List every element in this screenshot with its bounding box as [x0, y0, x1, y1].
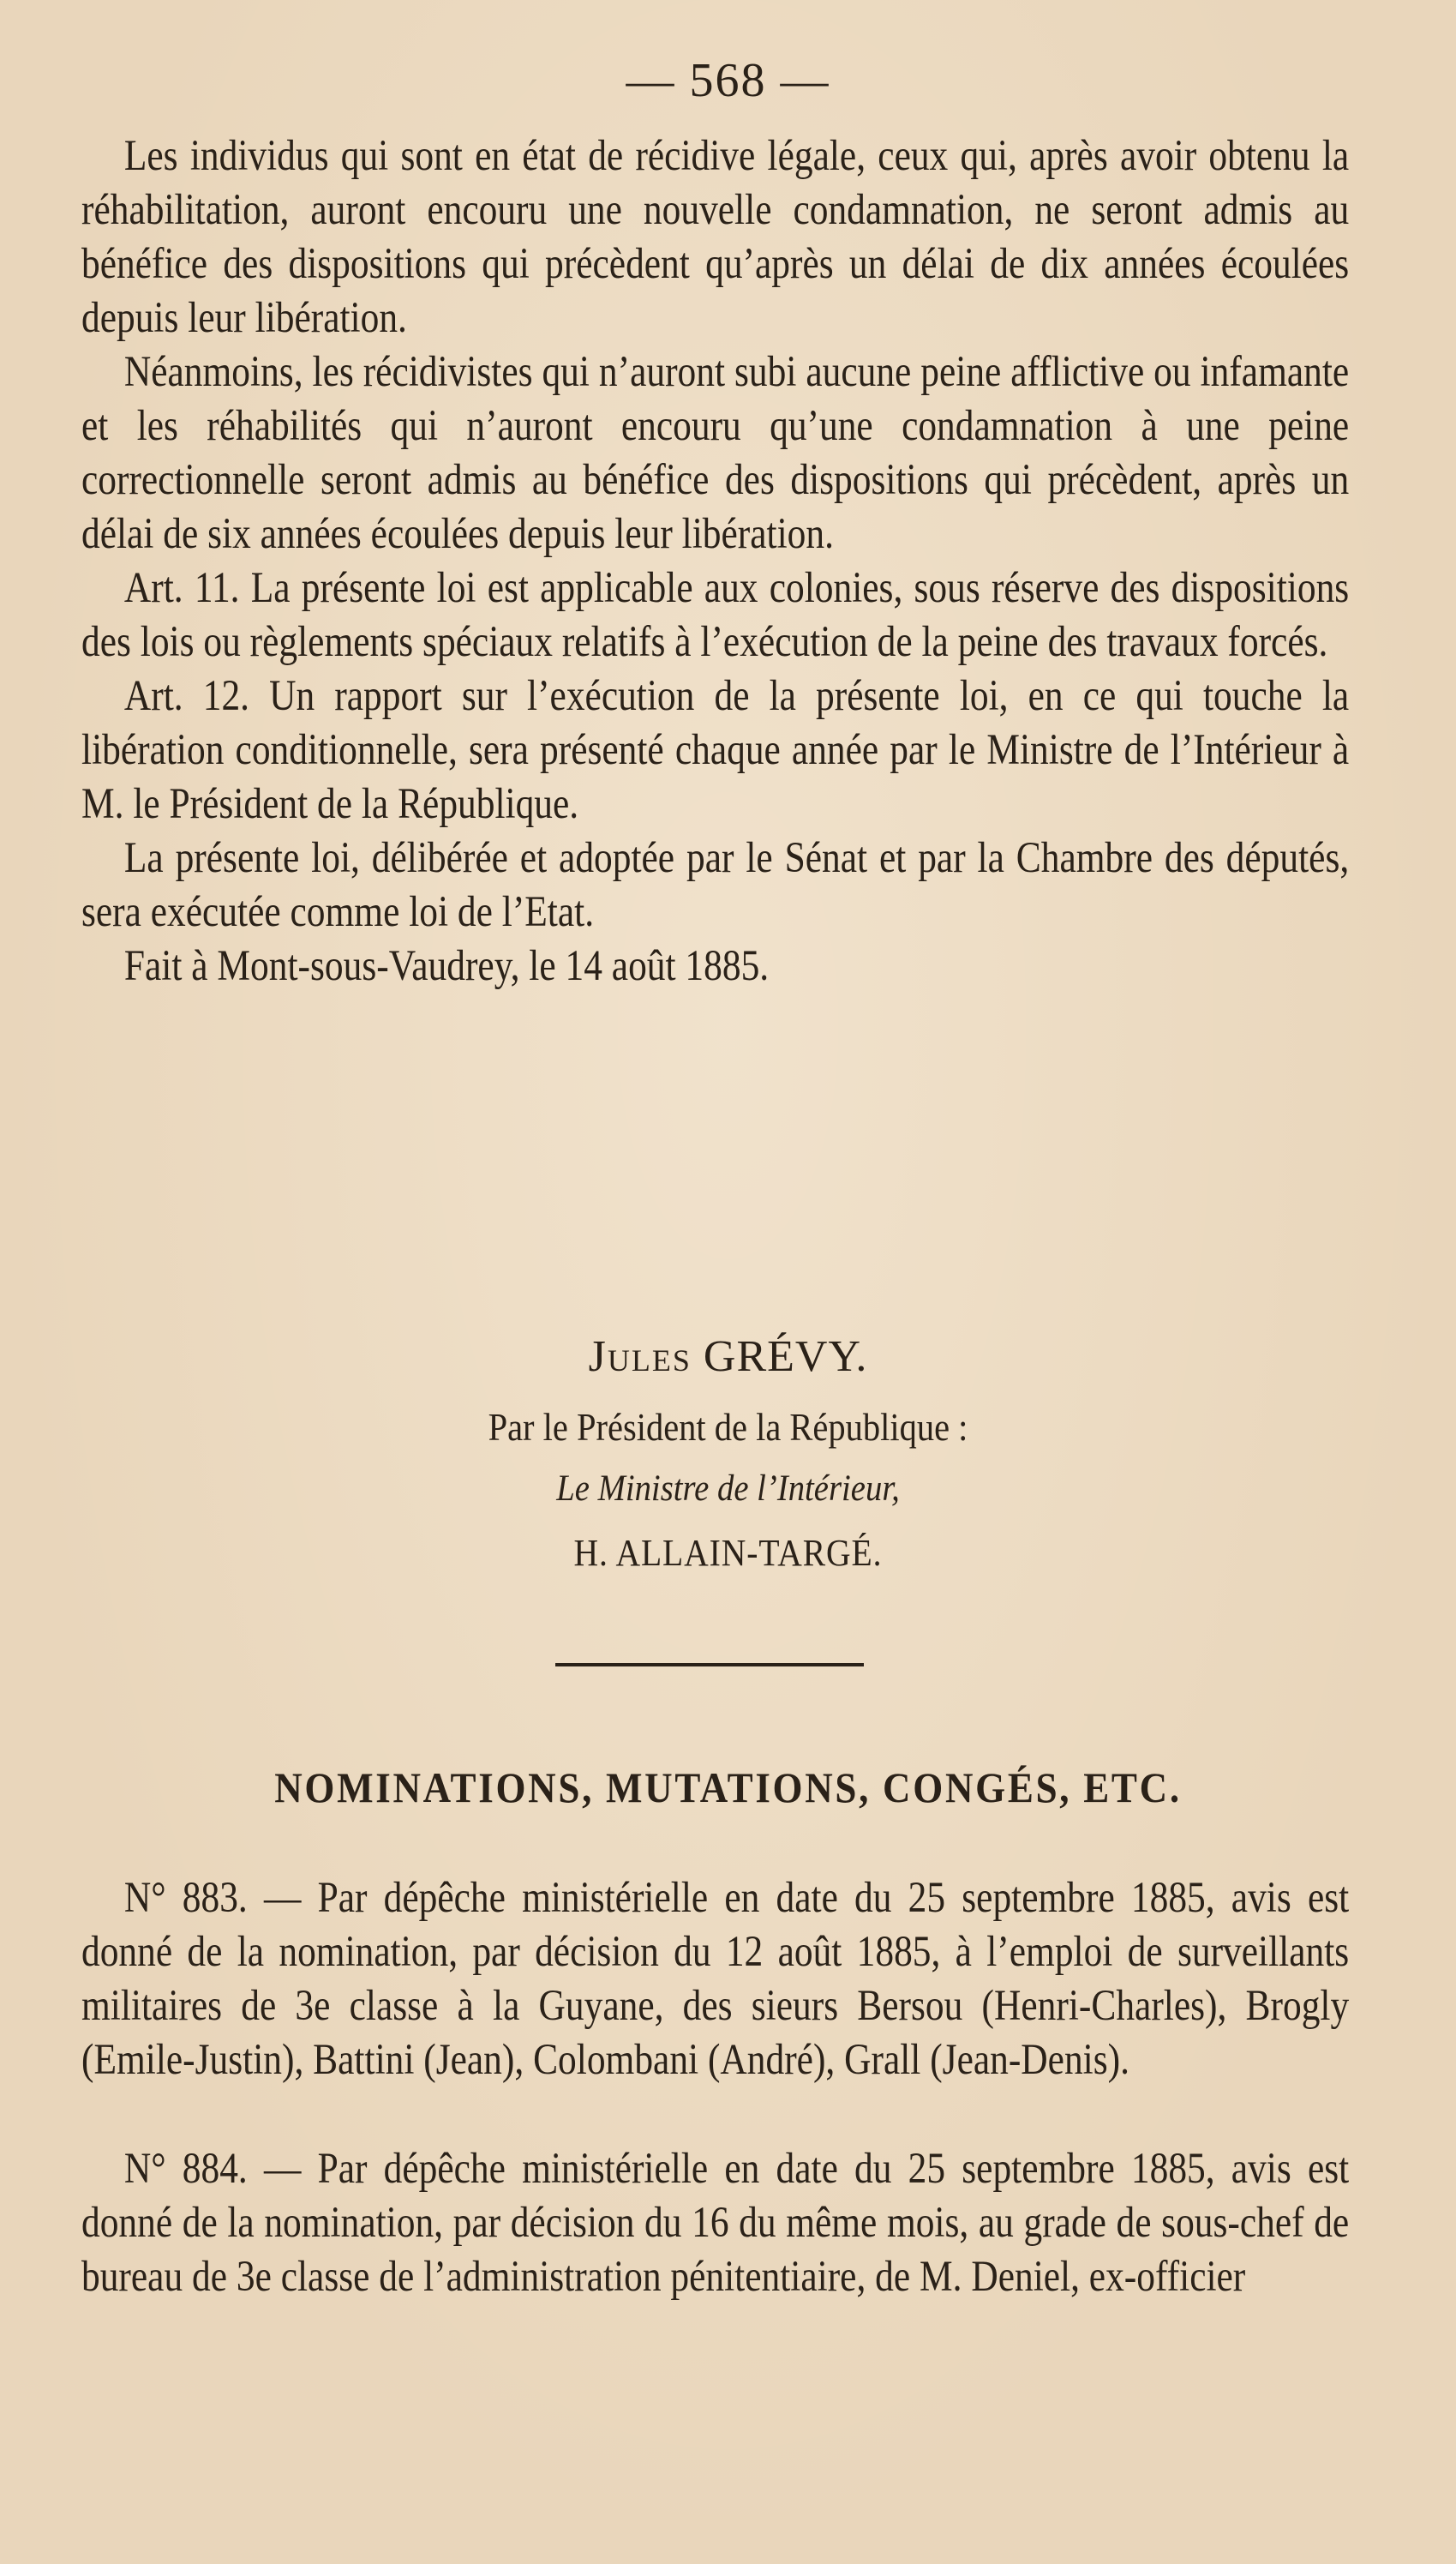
paragraph-recidive: Les individus qui sont en état de récidive légale, ceux qui, après avoir obtenu la réhabilitation, auront encouru une nouvelle condamnation, ne seront admis au bénéfice des dispositions qui précèdent qu’après un délai de dix années écoulées depuis leur libération.	[81, 131, 1350, 341]
paragraph-enactment: La présente loi, délibérée et adoptée par le Sénat et par la Chambre des députés, sera exécutée comme loi de l’Etat.	[81, 833, 1350, 935]
page-number: — 568 —	[626, 54, 830, 107]
section-divider	[555, 1663, 864, 1666]
entry-883: N° 883. — Par dépêche ministérielle en date du 25 septembre 1885, avis est donné de la nomination, par décision du 12 août 1885, à l’emploi de surveillants militaires de 3e classe à la Guyane, des sieurs Bersou (Henri-Charles), Brogly (Emile-Justin), Battini (Jean), Colombani (André), Grall (Jean-Denis).	[81, 1873, 1350, 2083]
paragraph-neanmoins: Néanmoins, les récidivistes qui n’auront subi aucune peine afflictive ou infamante et les réhabilités qui n’auront encouru qu’une condamnation à une peine correctionnelle seront admis au bénéfice des dispositions qui précèdent, après un délai de six années écoulées depuis leur libération.	[81, 347, 1350, 557]
signature-first-name: Jules	[588, 1332, 692, 1381]
paragraph-art-12: Art. 12. Un rapport sur l’exécution de la présente loi, en ce qui touche la libération conditionnelle, sera présenté chaque année par le Ministre de l’Intérieur à M. le Président de la République.	[81, 671, 1350, 827]
entry-884: N° 884. — Par dépêche ministérielle en date du 25 septembre 1885, avis est donné de la nomination, par décision du 16 du même mois, au grade de sous-chef de bureau de 3e classe de l’administration pénitentiaire, de M. Deniel, ex-officier	[81, 2144, 1350, 2300]
section-heading: NOMINATIONS, MUTATIONS, CONGÉS, ETC.	[274, 1763, 1182, 1811]
signature-minister-title: Le Ministre de l’Intérieur,	[556, 1468, 900, 1509]
signature-last-name: GRÉVY.	[703, 1332, 868, 1381]
signature-par-le-president: Par le Président de la République :	[488, 1405, 968, 1449]
nomination-entries	[81, 1870, 1349, 2358]
paragraph-art-11: Art. 11. La présente loi est applicable aux colonies, sous réserve des dispositions des lois ou règlements spéciaux relatifs à l’exécution de la peine des travaux forcés.	[81, 563, 1350, 665]
signature-minister-name: H. ALLAIN-TARGÉ.	[573, 1532, 883, 1574]
law-text	[81, 129, 1349, 993]
signature-name	[0, 1331, 1456, 1382]
paragraph-date-place: Fait à Mont-sous-Vaudrey, le 14 août 1885.	[123, 941, 770, 989]
